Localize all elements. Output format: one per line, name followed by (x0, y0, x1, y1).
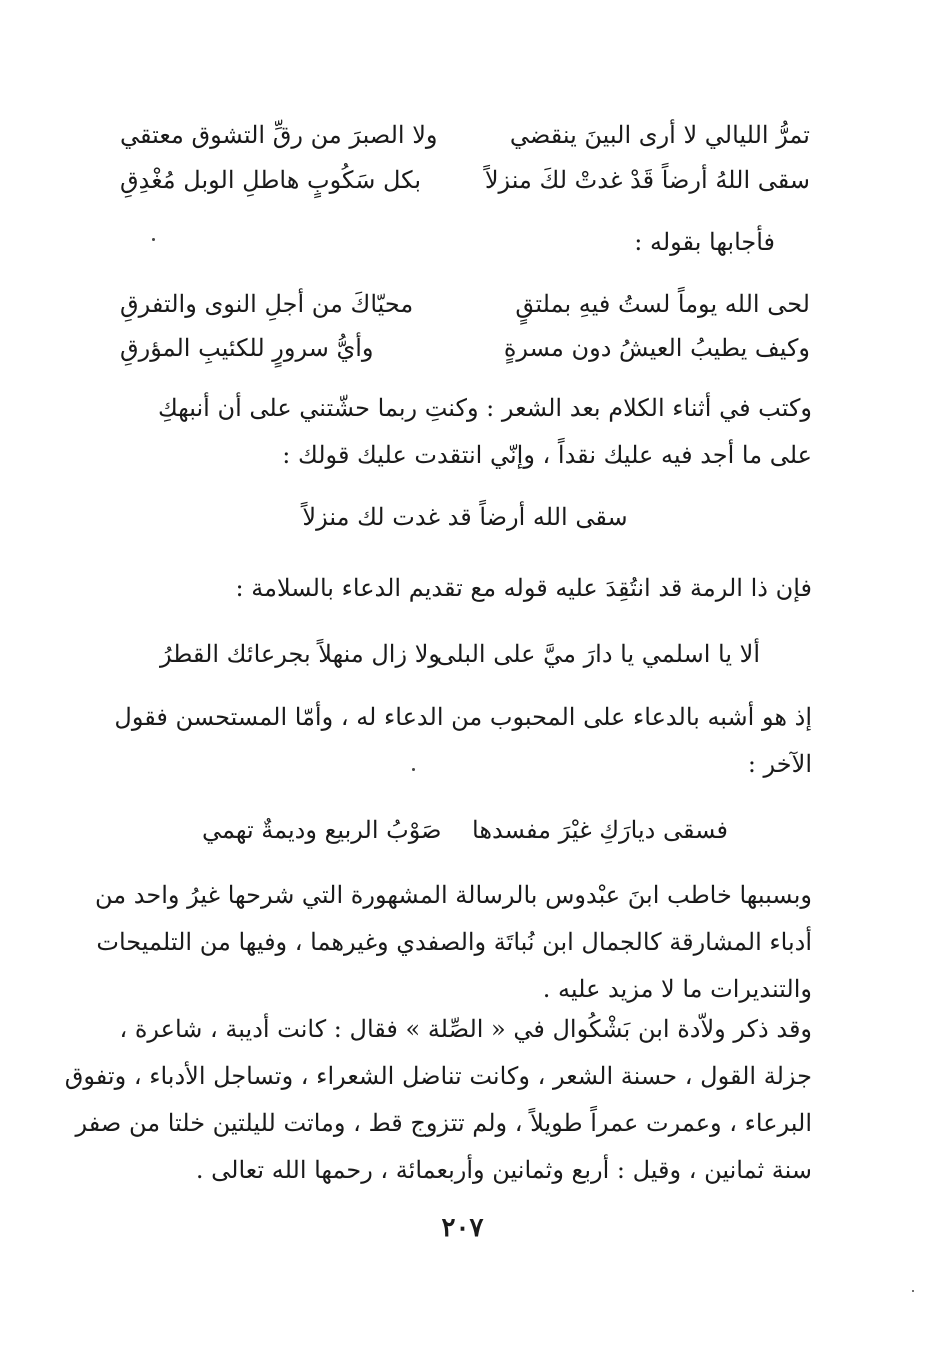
verse-first-hemistich: تمرُّ الليالي لا أرى البينَ ينقضي (509, 121, 810, 149)
paragraph-line: البرعاء ، وعمرت عمراً طويلاً ، ولم تتزوج قط ، وماتت لليلتين خلتا من صفر (75, 1109, 812, 1137)
verse-first-hemistich: وكيف يطيبُ العيشُ دون مسرةٍ (503, 334, 810, 362)
paragraph-line: وقد ذكر ولاّدة ابن بَشْكُوال في « الصِّلة » فقال : كانت أديبة ، شاعرة ، (119, 1015, 812, 1043)
paragraph (64, 1006, 812, 1194)
paragraph-line: أدباء المشارقة كالجمال ابن نُباتَة والصفدي وغيرهما ، وفيها من التلميحات (96, 928, 812, 956)
paragraph-line: وبسببها خاطب ابنَ عبْدوس بالرسالة المشهورة التي شرحها غيرُ واحد من (95, 881, 812, 909)
poem-verse (120, 158, 810, 202)
quoted-hemistich: سقى الله أرضاً قد غدت لك منزلاً (302, 503, 628, 531)
print-speck (152, 238, 155, 241)
paragraph-line: فإن ذا الرمة قد انتُقِدَ عليه قوله مع تقديم الدعاء بالسلامة : (235, 574, 812, 602)
paragraph (114, 694, 812, 788)
paragraph-line: وكتب في أثناء الكلام بعد الشعر : وكنتِ ربما حشّتني على أن أنبهكِ (157, 394, 812, 422)
print-speck (912, 1290, 914, 1292)
paragraph-line: الآخر : (747, 750, 812, 778)
paragraph (118, 565, 812, 612)
paragraph-line: على ما أجد فيه عليك نقداً ، وإنّي انتقدت عليك قولك : (282, 441, 812, 469)
paragraph (95, 872, 812, 1013)
verse-second-hemistich: ولا الصبرَ من رقِّ التشوق معتقي (120, 121, 438, 149)
page-number: ٢٠٧ (441, 1213, 484, 1243)
poem-verse (120, 326, 810, 370)
verse-second-hemistich: وأيُّ سرورٍ للكئيبِ المؤرقِ (120, 334, 374, 362)
paragraph (118, 385, 812, 479)
poem-verse (160, 632, 760, 676)
verse-second-hemistich: محيّاكَ من أجلِ النوى والتفرقِ (120, 290, 414, 318)
paragraph-line: سنة ثمانين ، وقيل : أربع وثمانين وأربعمائة ، رحمها الله تعالى . (195, 1156, 812, 1184)
poem-verse (120, 113, 810, 157)
verse-first-hemistich: ألا يا اسلمي يا دارَ ميَّ على البلى (436, 640, 760, 668)
poem-verse: فسقى ديارَكِ غيْرَ مفسدها صَوْبُ الربيع وديمةٌ تهمي (202, 816, 728, 844)
paragraph-line: والتنديرات ما لا مزيد عليه . (542, 975, 812, 1003)
reply-intro: فأجابها بقوله : (634, 228, 775, 256)
verse-second-hemistich: ولا زال منهلاً بجرعائك القطرُ (160, 640, 440, 668)
verse-first-hemistich: سقى اللهُ أرضاً قَدْ غدتْ لكَ منزلاً (484, 166, 810, 194)
paragraph-line: جزلة القول ، حسنة الشعر ، وكانت تناضل الشعراء ، وتساجل الأدباء ، وتفوق (64, 1062, 812, 1090)
print-speck (412, 768, 415, 771)
verse-first-hemistich: لحى الله يوماً لستُ فيهِ بملتقٍ (515, 290, 810, 318)
poem-verse (120, 282, 810, 326)
verse-second-hemistich: بكل سَكُوبٍ هاطلِ الوبل مُغْدِقِ (120, 166, 422, 194)
paragraph-line: إذ هو أشبه بالدعاء على المحبوب من الدعاء له ، وأمّا المستحسن فقول (114, 703, 812, 731)
